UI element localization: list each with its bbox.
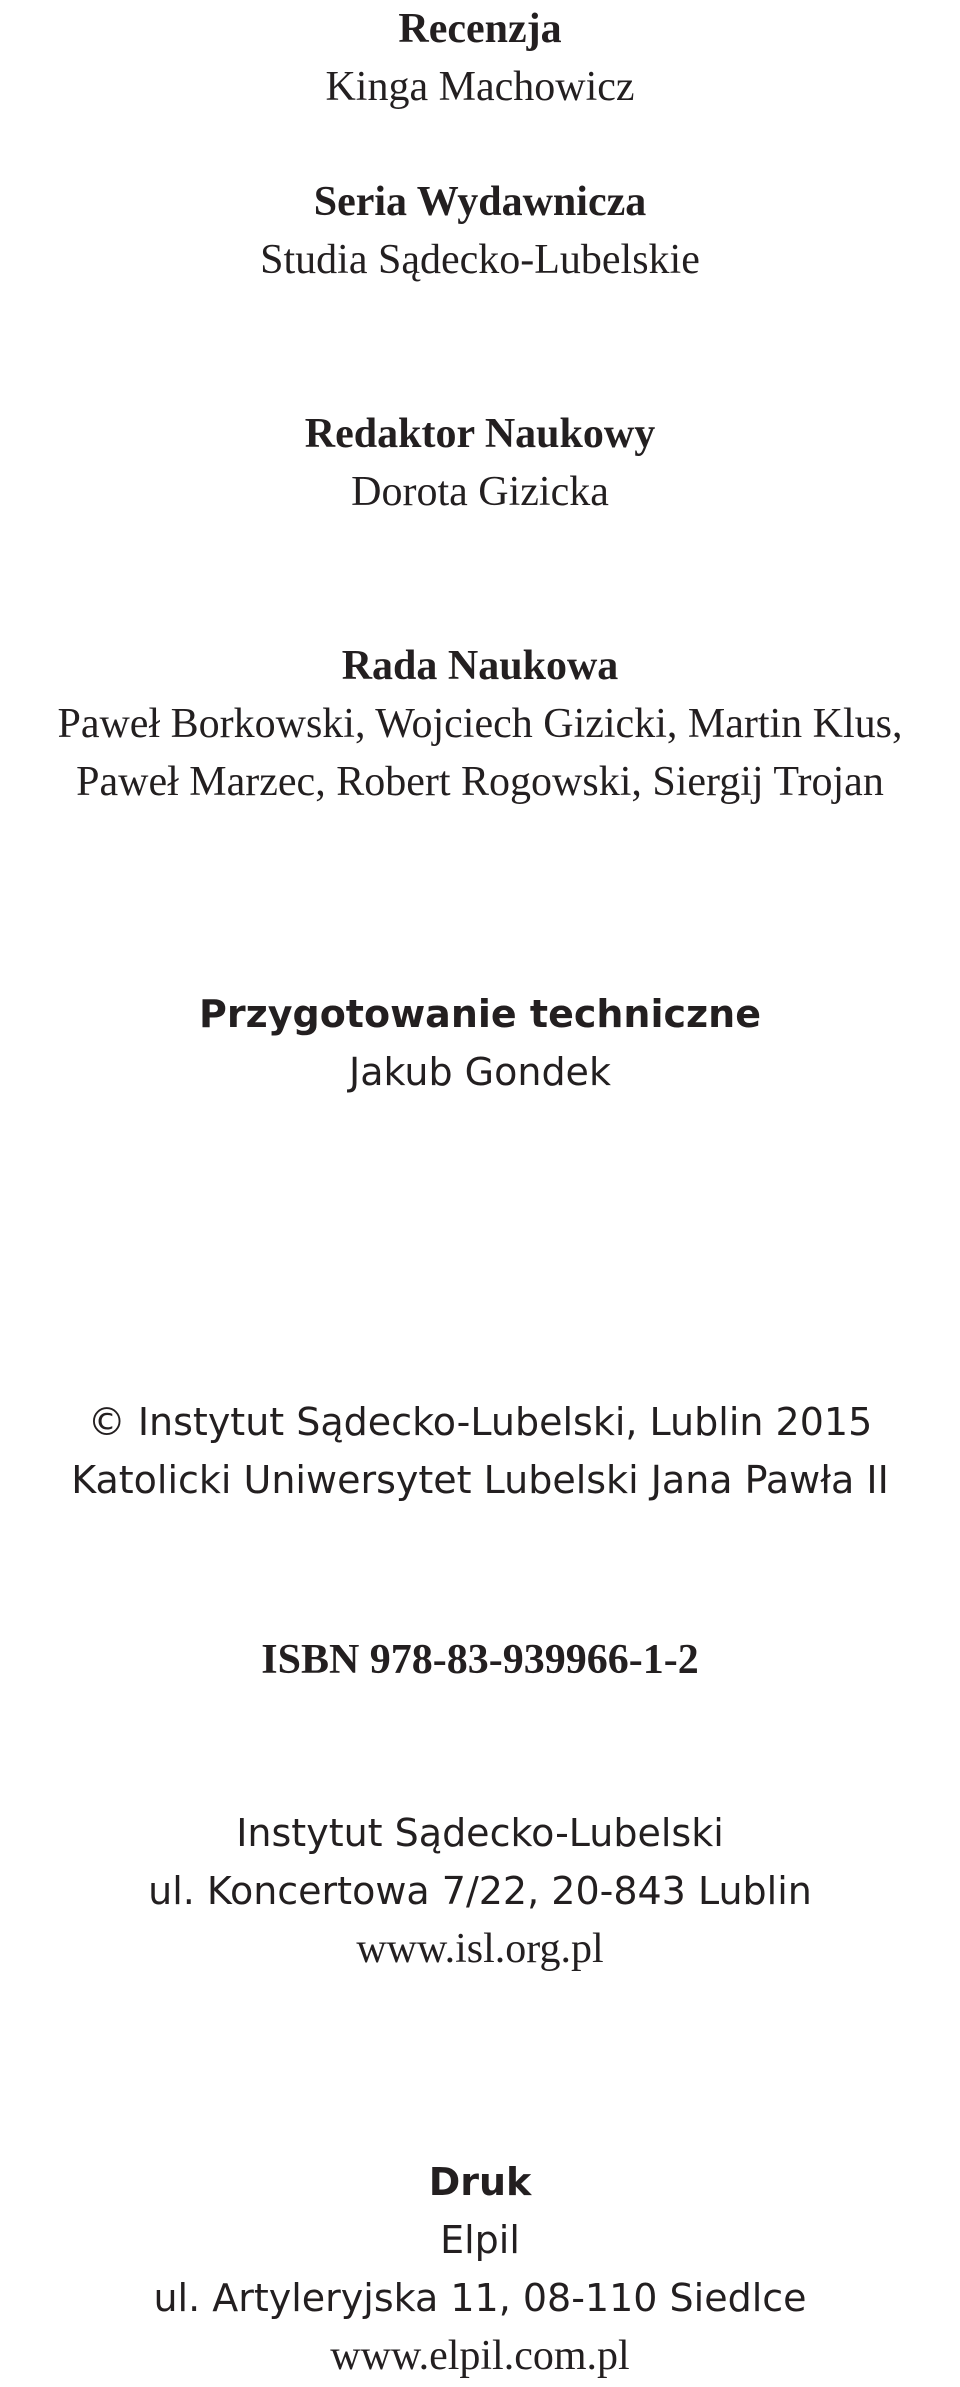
publisher-website[interactable]: www.isl.org.pl: [356, 1926, 604, 1972]
copyright-line-2: Katolicki Uniwersytet Lubelski Jana Pawła II: [71, 1458, 889, 1502]
technical-prep-name: Jakub Gondek: [349, 1050, 611, 1094]
review-heading: Recenzja: [398, 6, 562, 52]
series-section: [0, 173, 960, 289]
print-heading: Druk: [428, 2160, 532, 2204]
technical-prep-heading: Przygotowanie techniczne: [199, 992, 761, 1036]
isbn-section: [0, 1631, 960, 1689]
copyright-section: [0, 1393, 960, 1509]
publisher-address: ul. Koncertowa 7/22, 20-843 Lublin: [148, 1869, 812, 1913]
editor-heading: Redaktor Naukowy: [304, 411, 656, 457]
series-heading: Seria Wydawnicza: [313, 179, 647, 225]
board-members-line-2: Paweł Marzec, Robert Rogowski, Siergij Trojan: [76, 759, 884, 805]
copyright-line-1: © Instytut Sądecko-Lubelski, Lublin 2015: [87, 1400, 873, 1444]
publisher-section: [0, 1804, 960, 1978]
series-name: Studia Sądecko-Lubelskie: [260, 237, 700, 283]
reviewer-name: Kinga Machowicz: [325, 64, 635, 110]
board-heading: Rada Naukowa: [341, 643, 619, 689]
editor-section: [0, 405, 960, 521]
editor-name: Dorota Gizicka: [351, 469, 609, 515]
review-section: [0, 0, 960, 116]
isbn-text: ISBN 978-83-939966-1-2: [261, 1637, 699, 1683]
print-section: [0, 2153, 960, 2385]
board-section: [0, 637, 960, 811]
board-members-line-1: Paweł Borkowski, Wojciech Gizicki, Martin Klus,: [57, 701, 903, 747]
publisher-name: Instytut Sądecko-Lubelski: [236, 1811, 724, 1855]
printer-address: ul. Artyleryjska 11, 08-110 Siedlce: [153, 2276, 807, 2320]
technical-prep-section: [0, 985, 960, 1101]
printer-website[interactable]: www.elpil.com.pl: [330, 2333, 630, 2379]
printer-name: Elpil: [440, 2218, 520, 2262]
